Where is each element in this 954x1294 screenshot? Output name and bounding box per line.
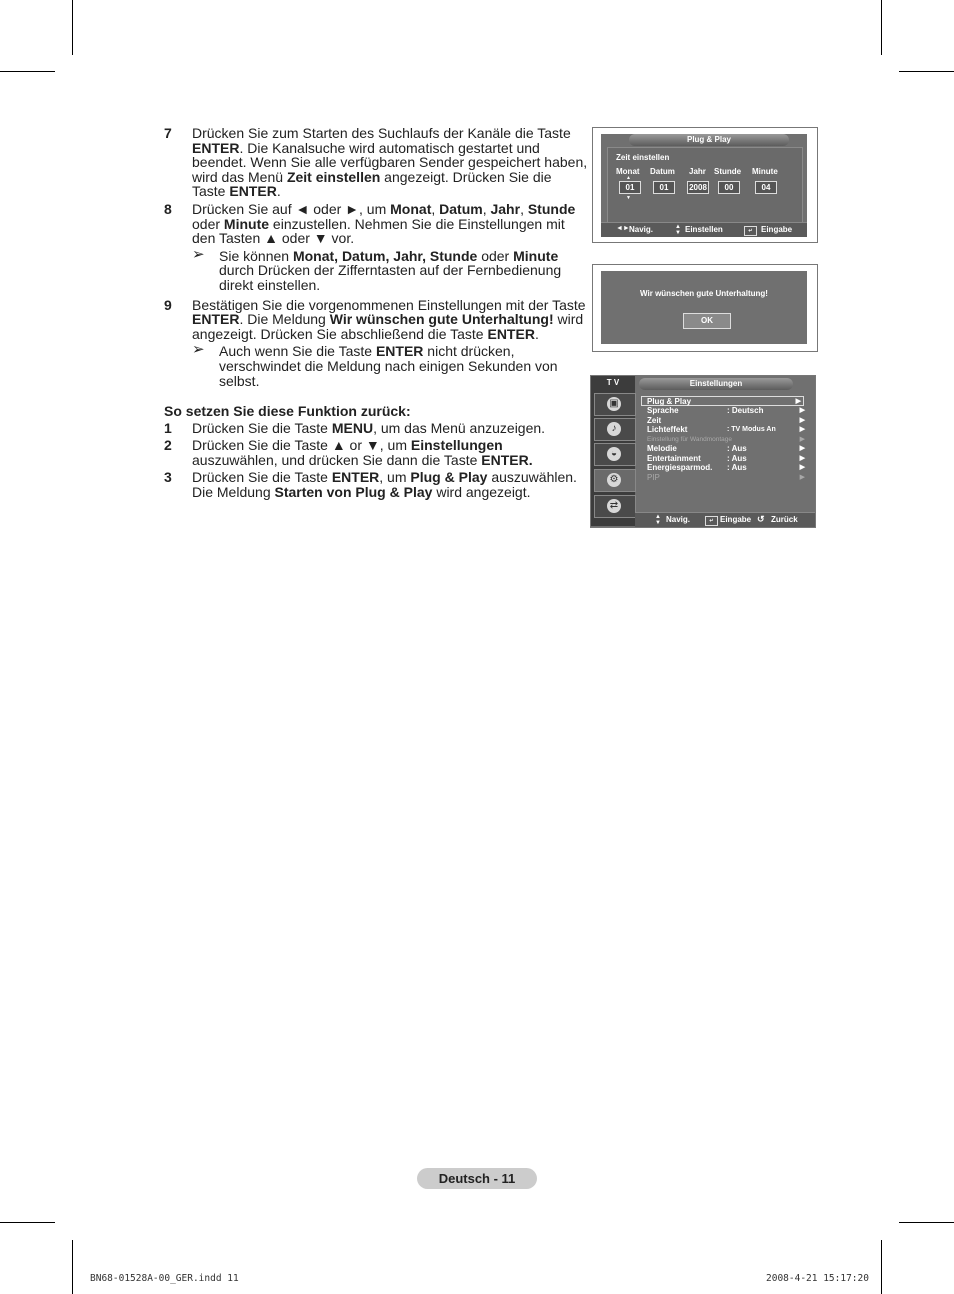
menu-item-light-effect[interactable] — [647, 425, 805, 435]
sidebar-item-settings[interactable] — [594, 469, 636, 492]
screenshot-settings-menu — [590, 375, 816, 528]
sound-icon: ♪ — [607, 422, 621, 436]
instruction-text — [164, 126, 588, 503]
nav-bar — [601, 222, 807, 237]
ok-button[interactable]: OK — [683, 313, 731, 329]
hour-field[interactable]: 00 — [718, 181, 740, 194]
tv-label: T V — [606, 378, 620, 387]
arrow-right-icon: ▶ — [799, 435, 805, 443]
enter-label: Eingabe — [720, 515, 752, 524]
step-text: Drücken Sie die Taste ENTER, um Plug & Play auszuwählen. Die Meldung Starten von Plug & Play wird angezeigt. — [192, 469, 577, 501]
arrow-right-icon: ▶ — [799, 445, 805, 452]
note-text: Auch wenn Sie die Taste ENTER nicht drücken, verschwindet die Meldung nach einigen Sekunden von selbst. — [219, 343, 558, 389]
step-text: Drücken Sie die Taste MENU, um das Menü anzuzeigen. — [192, 419, 546, 436]
step-number: 8 — [164, 200, 172, 217]
step-number: 9 — [164, 296, 172, 313]
crop-mark — [881, 0, 882, 55]
menu-item-label: Sprache — [647, 406, 679, 415]
sidebar-item-input[interactable] — [594, 495, 636, 518]
step-text: Drücken Sie auf ◄ oder ►, um Monat, Datum, Jahr, Stunde oder Minute einzustellen. Nehmen Sie die Einstellungen mit den Tasten ▲ oder ▼ vor. — [192, 200, 576, 247]
left-right-arrows-icon: ◄► — [616, 225, 630, 232]
step-7 — [164, 126, 588, 199]
col-day: Datum — [650, 167, 675, 176]
step-text: Bestätigen Sie die vorgenommenen Einstellungen mit der Taste ENTER. Die Meldung Wir wünschen gute Unterhaltung! wird angezeigt. Drücken Sie abschließend die Taste ENTER. — [192, 296, 586, 342]
arrow-right-icon: ▶ — [799, 416, 805, 424]
menu-item-entertainment[interactable] — [647, 454, 805, 464]
step-text: Drücken Sie die Taste ▲ or ▼, um Einstellungen auszuwählen, und drücken Sie dann die Taste ENTER. — [192, 437, 533, 468]
tv-screen — [601, 134, 807, 237]
menu-item-label: Energiesparmod. — [647, 463, 713, 472]
crop-mark — [72, 1240, 73, 1294]
menu-item-label: PIP — [647, 472, 660, 482]
adjust-label: Einstellen — [685, 225, 723, 234]
menu-item-value: : TV Modus An — [727, 426, 776, 433]
menu-item-label: Zeit — [647, 415, 662, 425]
arrow-right-icon: ▶ — [799, 426, 805, 433]
col-month: Monat — [616, 167, 640, 176]
screenshot-time-setup — [592, 127, 818, 243]
menu-item-plug-play[interactable] — [641, 396, 804, 406]
col-minute: Minute — [752, 167, 778, 176]
menu-item-time[interactable] — [647, 416, 805, 426]
sidebar — [591, 376, 635, 526]
enter-label: Eingabe — [761, 225, 793, 234]
crop-mark — [899, 1222, 954, 1223]
note-arrow-icon: ➢ — [192, 245, 205, 263]
step-8 — [164, 202, 588, 246]
tv-screen — [601, 271, 807, 344]
up-down-arrows-icon: ▲ ▼ — [675, 224, 681, 236]
minute-field[interactable]: 04 — [755, 181, 777, 194]
gear-icon: ⚙ — [607, 473, 621, 487]
enter-icon: ↵ — [705, 516, 718, 526]
crop-mark — [881, 1240, 882, 1294]
reset-step-2 — [164, 438, 588, 467]
year-field[interactable]: 2008 — [687, 181, 709, 194]
menu-list — [641, 394, 813, 510]
menu-item-energy-saving[interactable] — [647, 463, 805, 473]
step-number: 3 — [164, 469, 172, 486]
menu-item-value: : Aus — [727, 463, 747, 472]
sidebar-item-channel[interactable] — [594, 443, 636, 466]
arrow-right-icon: ▶ — [799, 473, 805, 481]
menu-title: Einstellungen — [639, 378, 793, 390]
sidebar-item-picture[interactable] — [594, 393, 636, 416]
note-9 — [164, 341, 588, 389]
step-9 — [164, 298, 588, 342]
arrow-right-icon: ▶ — [795, 398, 801, 405]
input-icon: ⇄ — [607, 499, 621, 513]
nav-bar — [635, 512, 815, 527]
time-setup-label: Zeit einstellen — [616, 153, 670, 162]
col-year: Jahr — [689, 167, 706, 176]
step-number: 7 — [164, 125, 172, 141]
crop-mark — [899, 71, 954, 72]
arrow-right-icon: ▶ — [799, 464, 805, 471]
return-icon: ↺ — [757, 514, 765, 524]
month-field[interactable]: 01 — [619, 181, 641, 194]
day-field[interactable]: 01 — [653, 181, 675, 194]
menu-item-pip — [647, 473, 805, 483]
section-title: So setzen Sie diese Funktion zurück: — [164, 403, 411, 420]
satellite-icon: ◒ — [607, 447, 621, 461]
reset-step-1 — [164, 421, 588, 436]
menu-item-label: Plug & Play — [647, 397, 692, 406]
menu-item-wall-mount — [647, 435, 805, 445]
step-number: 2 — [164, 437, 172, 454]
menu-item-melody[interactable] — [647, 444, 805, 454]
picture-icon: ▣ — [607, 397, 621, 411]
down-arrow-icon: ▼ — [626, 195, 631, 201]
crop-mark — [0, 71, 55, 72]
crop-mark — [72, 0, 73, 55]
menu-item-label: Lichteffekt — [647, 425, 688, 434]
col-hour: Stunde — [714, 167, 742, 176]
screen-title: Plug & Play — [629, 134, 789, 146]
menu-item-language[interactable] — [647, 406, 805, 416]
up-arrow-icon: ▲ — [626, 175, 631, 181]
back-label: Zurück — [771, 515, 798, 524]
menu-item-value: : Deutsch — [727, 406, 764, 415]
menu-item-value: : Aus — [727, 453, 747, 463]
page-number-badge: Deutsch - 11 — [417, 1168, 537, 1189]
step-number: 1 — [164, 419, 172, 436]
arrow-right-icon: ▶ — [799, 407, 805, 414]
menu-item-label: Entertainment — [647, 453, 701, 463]
nav-label: Navig. — [629, 225, 654, 234]
sidebar-item-sound[interactable] — [594, 418, 636, 441]
slug-filename: BN68-01528A-00_GER.indd 11 — [90, 1273, 239, 1284]
message-text: Wir wünschen gute Unterhaltung! — [640, 289, 768, 298]
menu-item-label: Melodie — [647, 444, 677, 453]
menu-item-value: : Aus — [727, 444, 747, 453]
note-8 — [164, 245, 588, 293]
note-arrow-icon: ➢ — [192, 341, 205, 359]
nav-label: Navig. — [666, 515, 691, 524]
reset-step-3 — [164, 470, 588, 499]
slug-timestamp: 2008-4-21 15:17:20 — [766, 1273, 869, 1284]
menu-item-label: Einstellung für Wandmontage — [647, 435, 733, 443]
enter-icon: ↵ — [744, 226, 757, 236]
crop-mark — [0, 1222, 55, 1223]
step-text: Drücken Sie zum Starten des Suchlaufs der Kanäle die Taste ENTER. Die Kanalsuche wird automatisch gestartet und beendet. Wenn Sie alle verfügbaren Sender gespeichert haben, wird das Menü Zeit einstellen angezeigt. Drücken Sie die Taste ENTER. — [192, 125, 588, 200]
note-text: Sie können Monat, Datum, Jahr, Stunde oder Minute durch Drücken der Zifferntasten auf der Fernbedienung direkt einstellen. — [219, 247, 562, 293]
arrow-right-icon: ▶ — [799, 454, 805, 462]
up-down-arrows-icon: ▲ ▼ — [655, 514, 661, 526]
screenshot-message — [592, 264, 818, 352]
